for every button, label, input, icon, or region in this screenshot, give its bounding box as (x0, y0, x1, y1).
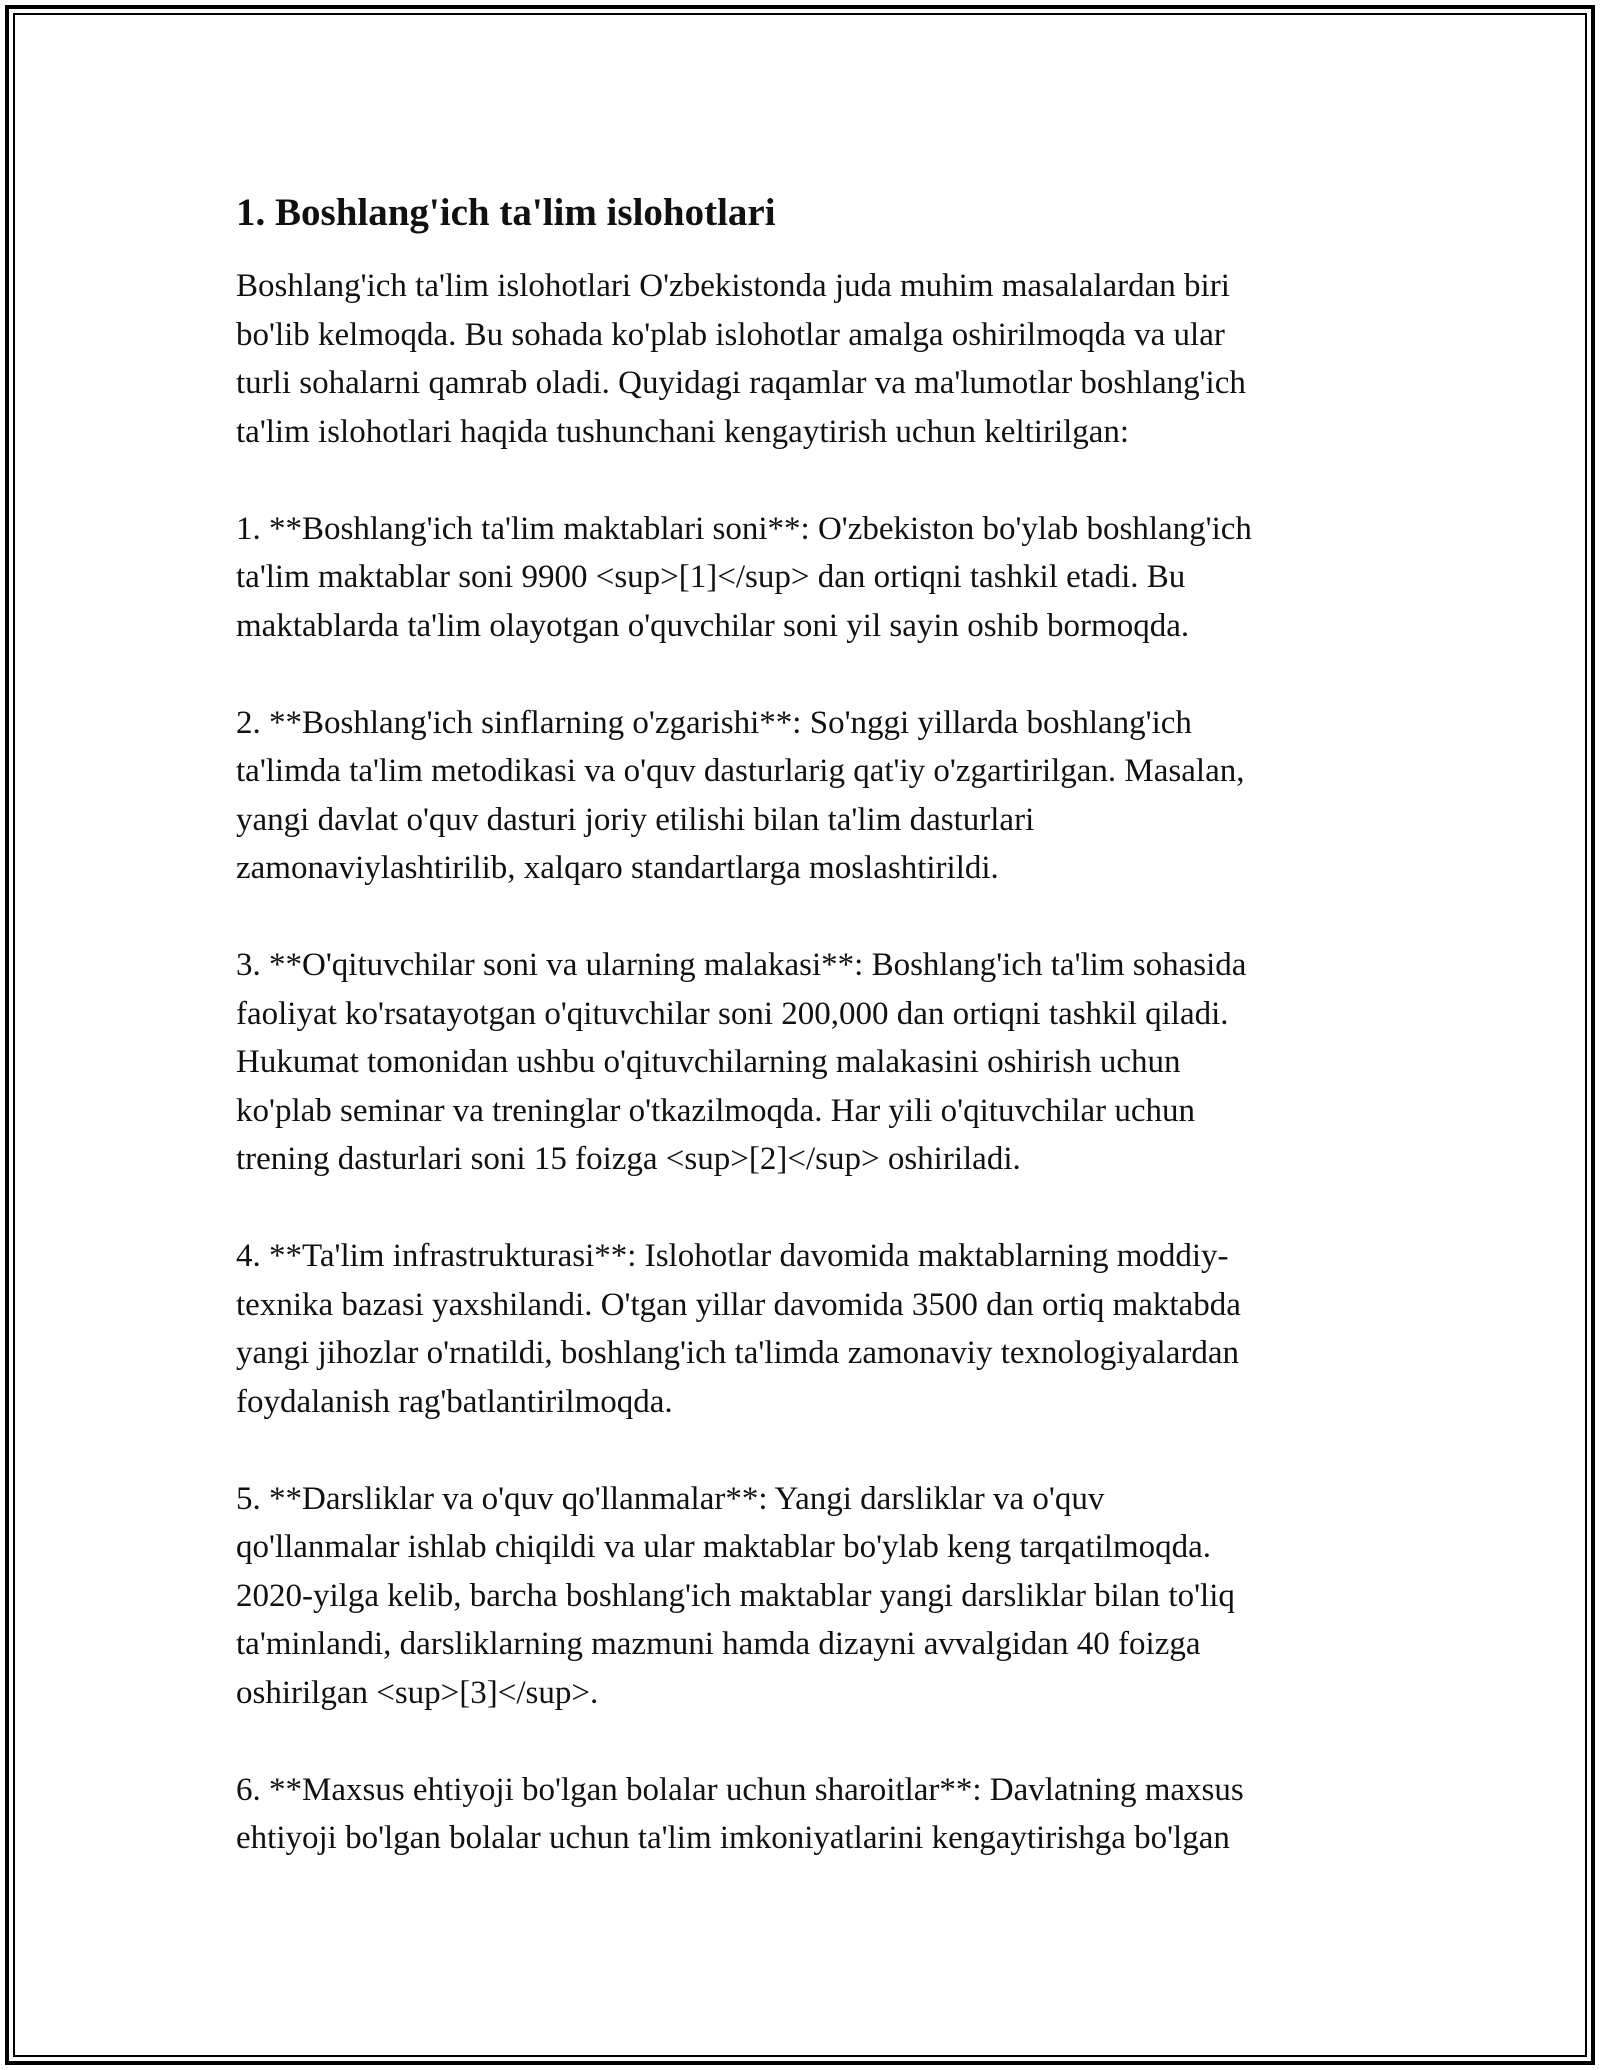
text-line: faoliyat ko'rsatayotgan o'qituvchilar soni 200,000 dan ortiqni tashkil qiladi. (236, 995, 1229, 1032)
text-line: oshirilgan <sup>[3]</sup>. (236, 1674, 599, 1711)
paragraph-item-2 (236, 699, 1376, 893)
text-line: bo'lib kelmoqda. Bu sohada ko'plab islohotlar amalga oshirilmoqda va ular (236, 316, 1225, 353)
text-line: Boshlang'ich ta'lim islohotlari O'zbekistonda juda muhim masalalardan biri (236, 268, 1230, 304)
paragraph-item-1 (236, 505, 1376, 651)
text-line: turli sohalarni qamrab oladi. Quyidagi raqamlar va ma'lumotlar boshlang'ich (236, 365, 1246, 401)
text-line: ta'minlandi, darsliklarning mazmuni hamda dizayni avvalgidan 40 foizga (236, 1626, 1201, 1662)
paragraph-item-5 (236, 1475, 1376, 1718)
text-line: 1. **Boshlang'ich ta'lim maktablari soni**: O'zbekiston bo'ylab boshlang'ich (236, 510, 1252, 547)
text-line: ehtiyoji bo'lgan bolalar uchun ta'lim imkoniyatlarini kengaytirishga bo'lgan (236, 1820, 1230, 1856)
text-line: ta'limda ta'lim metodikasi va o'quv dasturlarig qat'iy o'zgartirilgan. Masalan, (236, 753, 1245, 789)
paragraph-item-3 (236, 941, 1376, 1184)
text-line: 4. **Ta'lim infrastrukturasi**: Islohotlar davomida maktablarning moddiy- (236, 1238, 1229, 1274)
text-line: foydalanish rag'batlantirilmoqda. (236, 1383, 673, 1420)
text-line: 2. **Boshlang'ich sinflarning o'zgarishi**: So'nggi yillarda boshlang'ich (236, 704, 1192, 741)
text-line: 3. **O'qituvchilar soni va ularning malakasi**: Boshlang'ich ta'lim sohasida (236, 947, 1247, 983)
page-title: 1. Boshlang'ich ta'lim islohotlari (236, 191, 776, 234)
text-line: ta'lim maktablar soni 9900 <sup>[1]</sup> dan ortiqni tashkil etadi. Bu (236, 559, 1186, 595)
text-line: 2020-yilga kelib, barcha boshlang'ich maktablar yangi darsliklar bilan to'liq (236, 1577, 1235, 1614)
text-line: yangi jihozlar o'rnatildi, boshlang'ich ta'limda zamonaviy texnologiyalardan (236, 1335, 1239, 1371)
text-line: texnika bazasi yaxshilandi. O'tgan yillar davomida 3500 dan ortiq maktabda (236, 1286, 1241, 1323)
document-body (236, 188, 1376, 1911)
text-line: 5. **Darsliklar va o'quv qo'llanmalar**: Yangi darsliklar va o'quv (236, 1480, 1105, 1517)
text-line: yangi davlat o'quv dasturi joriy etilishi bilan ta'lim dasturlari (236, 801, 1035, 838)
text-line: maktablarda ta'lim olayotgan o'quvchilar soni yil sayin oshib bormoqda. (236, 607, 1190, 644)
text-line: qo'llanmalar ishlab chiqildi va ular maktablar bo'ylab keng tarqatilmoqda. (236, 1529, 1212, 1565)
text-line: trening dasturlari soni 15 foizga <sup>[2]</sup> oshiriladi. (236, 1141, 1021, 1177)
text-line: ko'plab seminar va treninglar o'tkazilmoqda. Har yili o'qituvchilar uchun (236, 1092, 1195, 1129)
text-line: Hukumat tomonidan ushbu o'qituvchilarning malakasini oshirish uchun (236, 1044, 1181, 1080)
text-line: zamonaviylashtirilib, xalqaro standartlarga moslashtirildi. (236, 850, 999, 886)
paragraph-intro (236, 262, 1376, 456)
paragraph-item-4 (236, 1232, 1376, 1426)
text-line: ta'lim islohotlari haqida tushunchani kengaytirish uchun keltirilgan: (236, 413, 1130, 450)
text-line: 6. **Maxsus ehtiyoji bo'lgan bolalar uchun sharoitlar**: Davlatning maxsus (236, 1771, 1244, 1808)
paragraph-item-6 (236, 1766, 1376, 1863)
